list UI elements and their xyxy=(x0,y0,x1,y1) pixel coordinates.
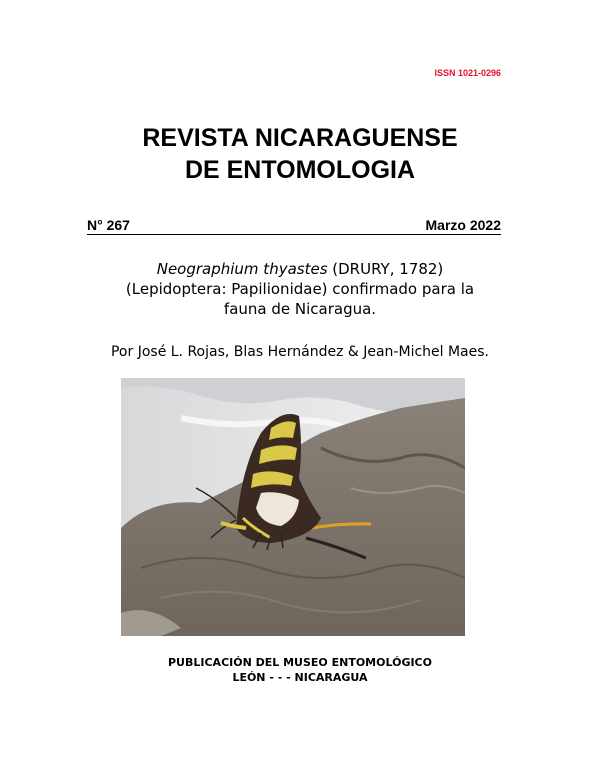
butterfly-photo xyxy=(121,378,465,636)
publisher-line-1: PUBLICACIÓN DEL MUSEO ENTOMOLÓGICO xyxy=(168,656,432,669)
journal-title-line-2: DE ENTOMOLOGIA xyxy=(184,156,416,184)
issn-label: ISSN 1021-0296 xyxy=(434,68,501,78)
article-title xyxy=(0,259,600,319)
species-name: Neographium thyastes xyxy=(156,260,328,278)
issue-number: N° 267 xyxy=(87,217,130,233)
publisher-line-2: LEÓN - - - NICARAGUA xyxy=(232,671,368,684)
species-authority: (DRURY, 1782) xyxy=(327,260,444,278)
publisher-block xyxy=(0,655,600,685)
authors-line: Por José L. Rojas, Blas Hernández & Jean-Michel Maes. xyxy=(110,344,489,360)
journal-title xyxy=(0,122,600,186)
journal-title-line-1: REVISTA NICARAGUENSE xyxy=(142,124,458,152)
article-title-line-3: fauna de Nicaragua. xyxy=(223,300,377,318)
article-title-line-1 xyxy=(0,259,600,279)
issue-info-row xyxy=(87,217,501,235)
issue-date: Marzo 2022 xyxy=(425,217,501,233)
article-title-line-2: (Lepidoptera: Papilionidae) confirmado para la xyxy=(125,280,475,298)
